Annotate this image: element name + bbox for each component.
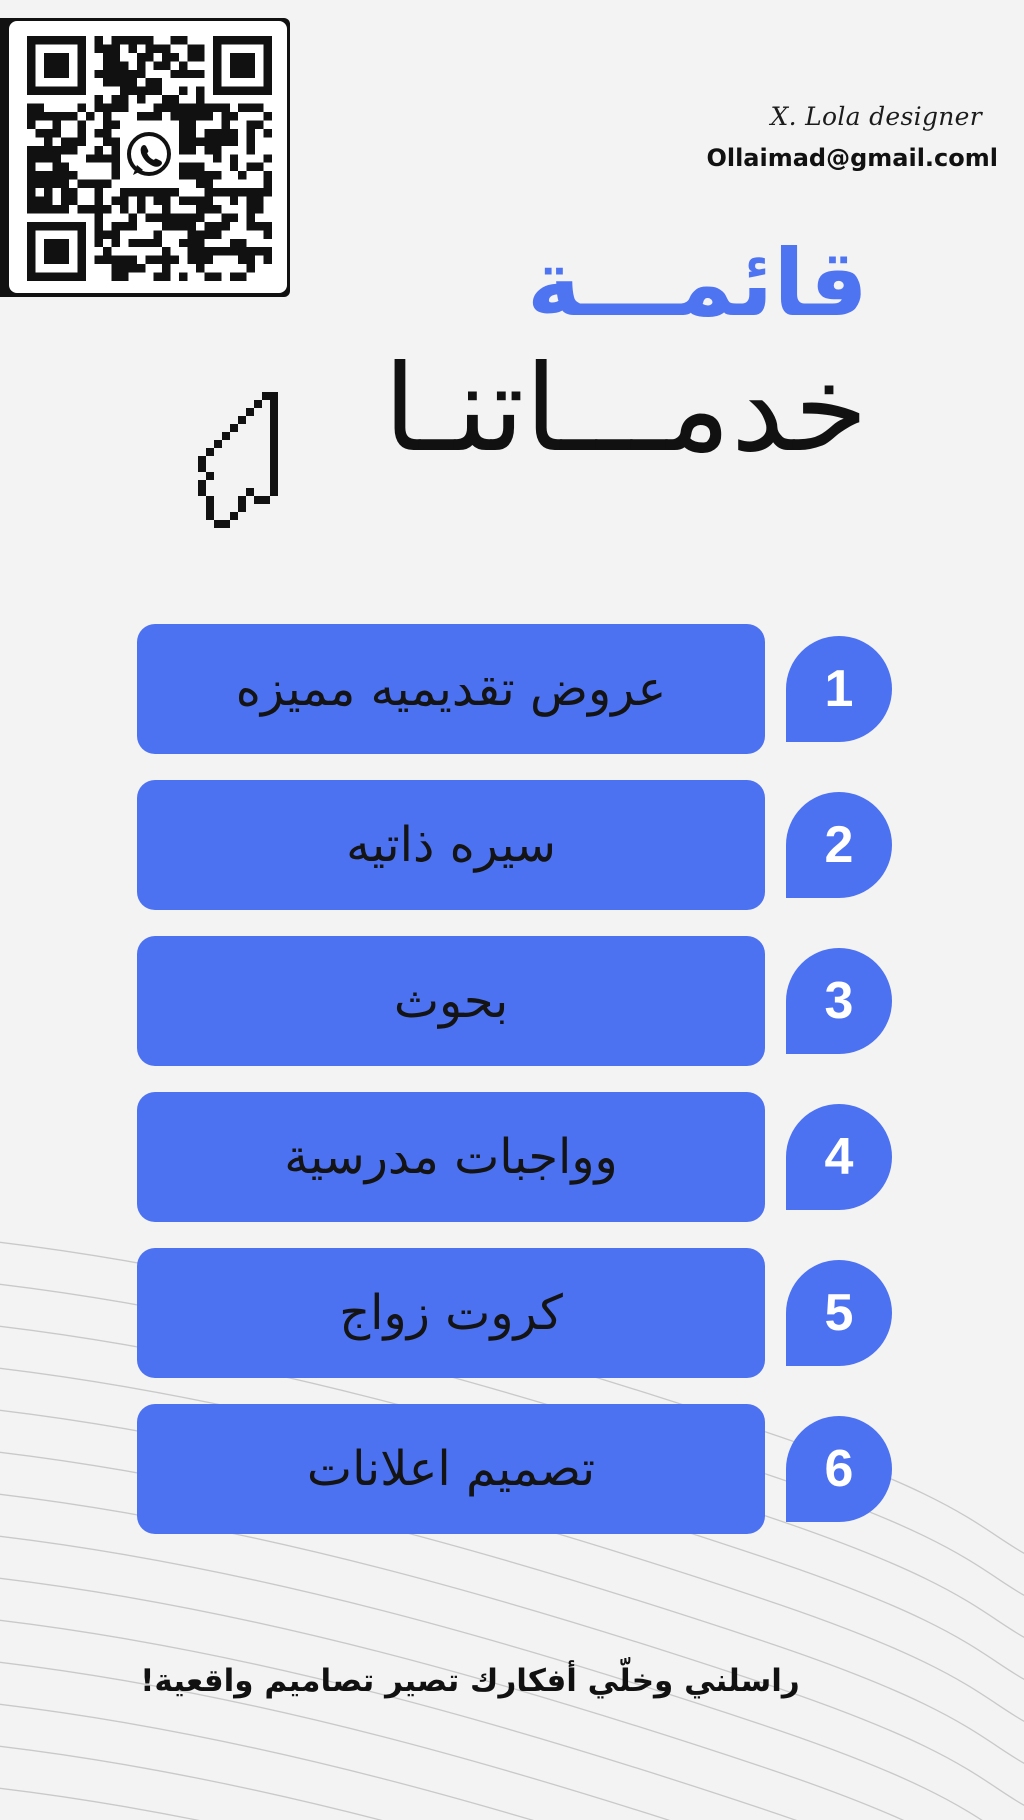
service-label: عروض تقديميه مميزه bbox=[235, 661, 667, 717]
service-label: تصميم اعلانات bbox=[306, 1441, 596, 1497]
service-number-badge bbox=[786, 792, 892, 898]
service-number-badge bbox=[786, 1260, 892, 1366]
service-number-badge bbox=[786, 948, 892, 1054]
whatsapp-icon bbox=[119, 125, 179, 185]
service-number: 4 bbox=[824, 1128, 854, 1186]
service-number: 1 bbox=[824, 660, 854, 718]
title-list: قائمـــة bbox=[526, 230, 868, 337]
service-item bbox=[137, 624, 765, 754]
service-number: 6 bbox=[824, 1440, 854, 1498]
service-label: كروت زواج bbox=[339, 1285, 563, 1341]
service-item bbox=[137, 1248, 765, 1378]
tagline: راسلني وخلّي أفكارك تصير تصاميم واقعية! bbox=[140, 1663, 800, 1699]
service-label: سيره ذاتيه bbox=[346, 817, 556, 873]
service-item bbox=[137, 780, 765, 910]
qr-code bbox=[9, 21, 287, 293]
service-label: وواجبات مدرسية bbox=[284, 1129, 618, 1185]
service-item bbox=[137, 1092, 765, 1222]
title-services: خدمـــاتنـا bbox=[383, 340, 868, 479]
service-number: 5 bbox=[824, 1284, 854, 1342]
service-label: بحوث bbox=[393, 973, 509, 1029]
pixel-cursor-icon bbox=[198, 390, 294, 554]
service-number-badge bbox=[786, 636, 892, 742]
service-number-badge bbox=[786, 1104, 892, 1210]
service-item bbox=[137, 1404, 765, 1534]
contact-email[interactable]: Ollaimad@gmail.coml bbox=[706, 144, 998, 172]
service-number-badge bbox=[786, 1416, 892, 1522]
designer-brand: X. Lola designer bbox=[770, 102, 982, 131]
service-item bbox=[137, 936, 765, 1066]
service-number: 2 bbox=[824, 816, 854, 874]
service-number: 3 bbox=[824, 972, 854, 1030]
qr-code-frame bbox=[0, 18, 290, 297]
